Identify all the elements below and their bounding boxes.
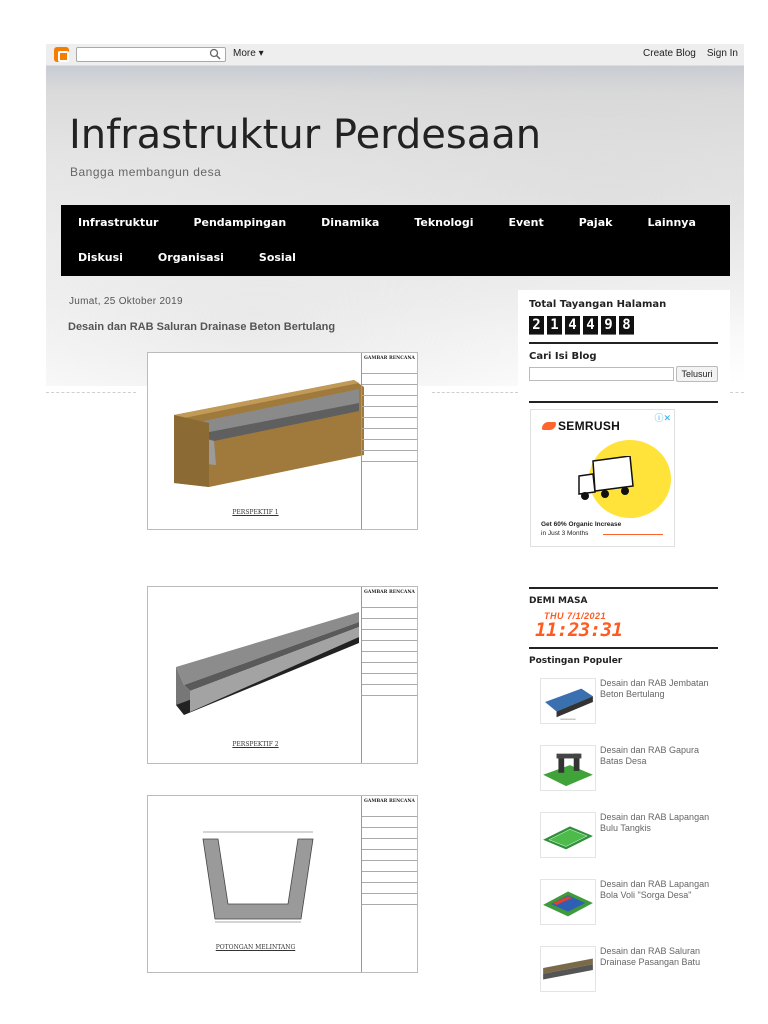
ad-brand: SEMRUSH (558, 419, 621, 433)
widget-divider (529, 401, 718, 403)
title-block-heading: GAMBAR RENCANA (364, 590, 415, 595)
more-menu-button[interactable] (233, 48, 264, 59)
clock-widget-title: DEMI MASA (529, 596, 588, 606)
blog-search-input[interactable] (529, 367, 674, 381)
counter-digit: 1 (547, 316, 562, 335)
ad-close-icon[interactable]: ⓘ✕ (654, 413, 671, 423)
menu-item-lainnya[interactable]: Lainnya (647, 216, 696, 229)
ad-headline: Get 60% Organic Increase (541, 521, 622, 528)
divider (46, 392, 136, 393)
search-icon[interactable] (209, 48, 221, 60)
channel-3d-illustration (154, 607, 364, 727)
pageviews-title: Total Tayangan Halaman (529, 299, 667, 310)
popular-posts-title: Postingan Populer (529, 656, 623, 666)
divider (730, 392, 744, 393)
title-block (361, 796, 417, 972)
post-date: Jumat, 25 Oktober 2019 (69, 296, 183, 307)
title-block (361, 353, 417, 529)
popular-post-title[interactable]: Desain dan RAB Gapura Batas Desa (600, 745, 700, 766)
truck-icon (575, 456, 635, 506)
menu-item-pajak[interactable]: Pajak (578, 216, 613, 229)
menu-item-teknologi[interactable]: Teknologi (414, 216, 474, 229)
post-thumbnail[interactable] (540, 946, 596, 992)
widget-divider (529, 647, 718, 649)
clock-time: 11:23:31 (535, 619, 623, 641)
semrush-ad[interactable] (530, 409, 675, 547)
widget-divider (529, 342, 718, 344)
drawing-perspective-2[interactable] (147, 586, 418, 764)
ad-subline: in Just 3 Months (541, 530, 589, 537)
search-widget-title: Cari Isi Blog (529, 351, 597, 362)
popular-post-item[interactable] (540, 678, 720, 728)
pageviews-counter (529, 316, 634, 335)
popular-post-item[interactable] (540, 812, 720, 862)
counter-digit: 4 (583, 316, 598, 335)
menu-item-event[interactable]: Event (508, 216, 544, 229)
post-title[interactable]: Desain dan RAB Saluran Drainase Beton Bertulang (68, 321, 336, 333)
divider (432, 392, 518, 393)
menu-item-diskusi[interactable]: Diskusi (78, 251, 123, 264)
menu-item-dinamika[interactable]: Dinamika (321, 216, 380, 229)
main-menu (61, 205, 730, 276)
drawing-caption: POTONGAN MELINTANG (215, 944, 296, 951)
popular-post-item[interactable] (540, 745, 720, 795)
counter-digit: 2 (529, 316, 544, 335)
popular-post-item[interactable] (540, 879, 720, 929)
title-block (361, 587, 417, 763)
counter-digit: 9 (601, 316, 616, 335)
blogger-navbar (46, 44, 744, 66)
drawing-caption: PERSPEKTIF 2 (232, 741, 279, 748)
post-thumbnail[interactable] (540, 678, 596, 724)
drawing-perspective-1[interactable] (147, 352, 418, 530)
menu-item-sosial[interactable]: Sosial (258, 251, 296, 264)
popular-post-title[interactable]: Desain dan RAB Lapangan Bola Voli "Sorga Desa" (600, 879, 710, 900)
caret-down-icon: ▾ (258, 48, 264, 59)
drawing-caption: PERSPEKTIF 1 (232, 509, 279, 516)
title-block-heading: GAMBAR RENCANA (364, 799, 415, 804)
drawing-cross-section[interactable] (147, 795, 418, 973)
create-blog-link[interactable]: Create Blog (643, 48, 696, 59)
title-block-heading: GAMBAR RENCANA (364, 356, 415, 361)
popular-post-title[interactable]: Desain dan RAB Jembatan Beton Bertulang (600, 678, 709, 699)
popular-post-title[interactable]: Desain dan RAB Saluran Drainase Pasangan Batu (600, 946, 701, 967)
channel-3d-illustration (154, 375, 364, 495)
popular-post-item[interactable] (540, 946, 720, 996)
semrush-logo-icon (542, 422, 556, 430)
counter-digit: 8 (619, 316, 634, 335)
cross-section-illustration (188, 824, 338, 924)
menu-item-infrastruktur[interactable]: Infrastruktur (78, 216, 159, 229)
post-thumbnail[interactable] (540, 745, 596, 791)
counter-digit: 4 (565, 316, 580, 335)
arrow-right-icon (603, 534, 663, 535)
blog-description: Bangga membangun desa (70, 165, 222, 179)
menu-item-pendampingan[interactable]: Pendampingan (193, 216, 287, 229)
widget-divider (529, 587, 718, 589)
blogger-logo-icon[interactable] (54, 47, 69, 62)
menu-item-organisasi[interactable]: Organisasi (157, 251, 224, 264)
sign-in-link[interactable]: Sign In (706, 48, 738, 59)
popular-post-title[interactable]: Desain dan RAB Lapangan Bulu Tangkis (600, 812, 710, 833)
post-thumbnail[interactable] (540, 812, 596, 858)
clock-date: THU 7/1/2021 (544, 611, 607, 621)
blog-title[interactable]: Infrastruktur Perdesaan (69, 112, 542, 158)
post-thumbnail[interactable] (540, 879, 596, 925)
search-button[interactable]: Telusuri (676, 366, 718, 382)
navbar-search-input[interactable] (76, 47, 226, 62)
more-label: More (233, 48, 256, 59)
